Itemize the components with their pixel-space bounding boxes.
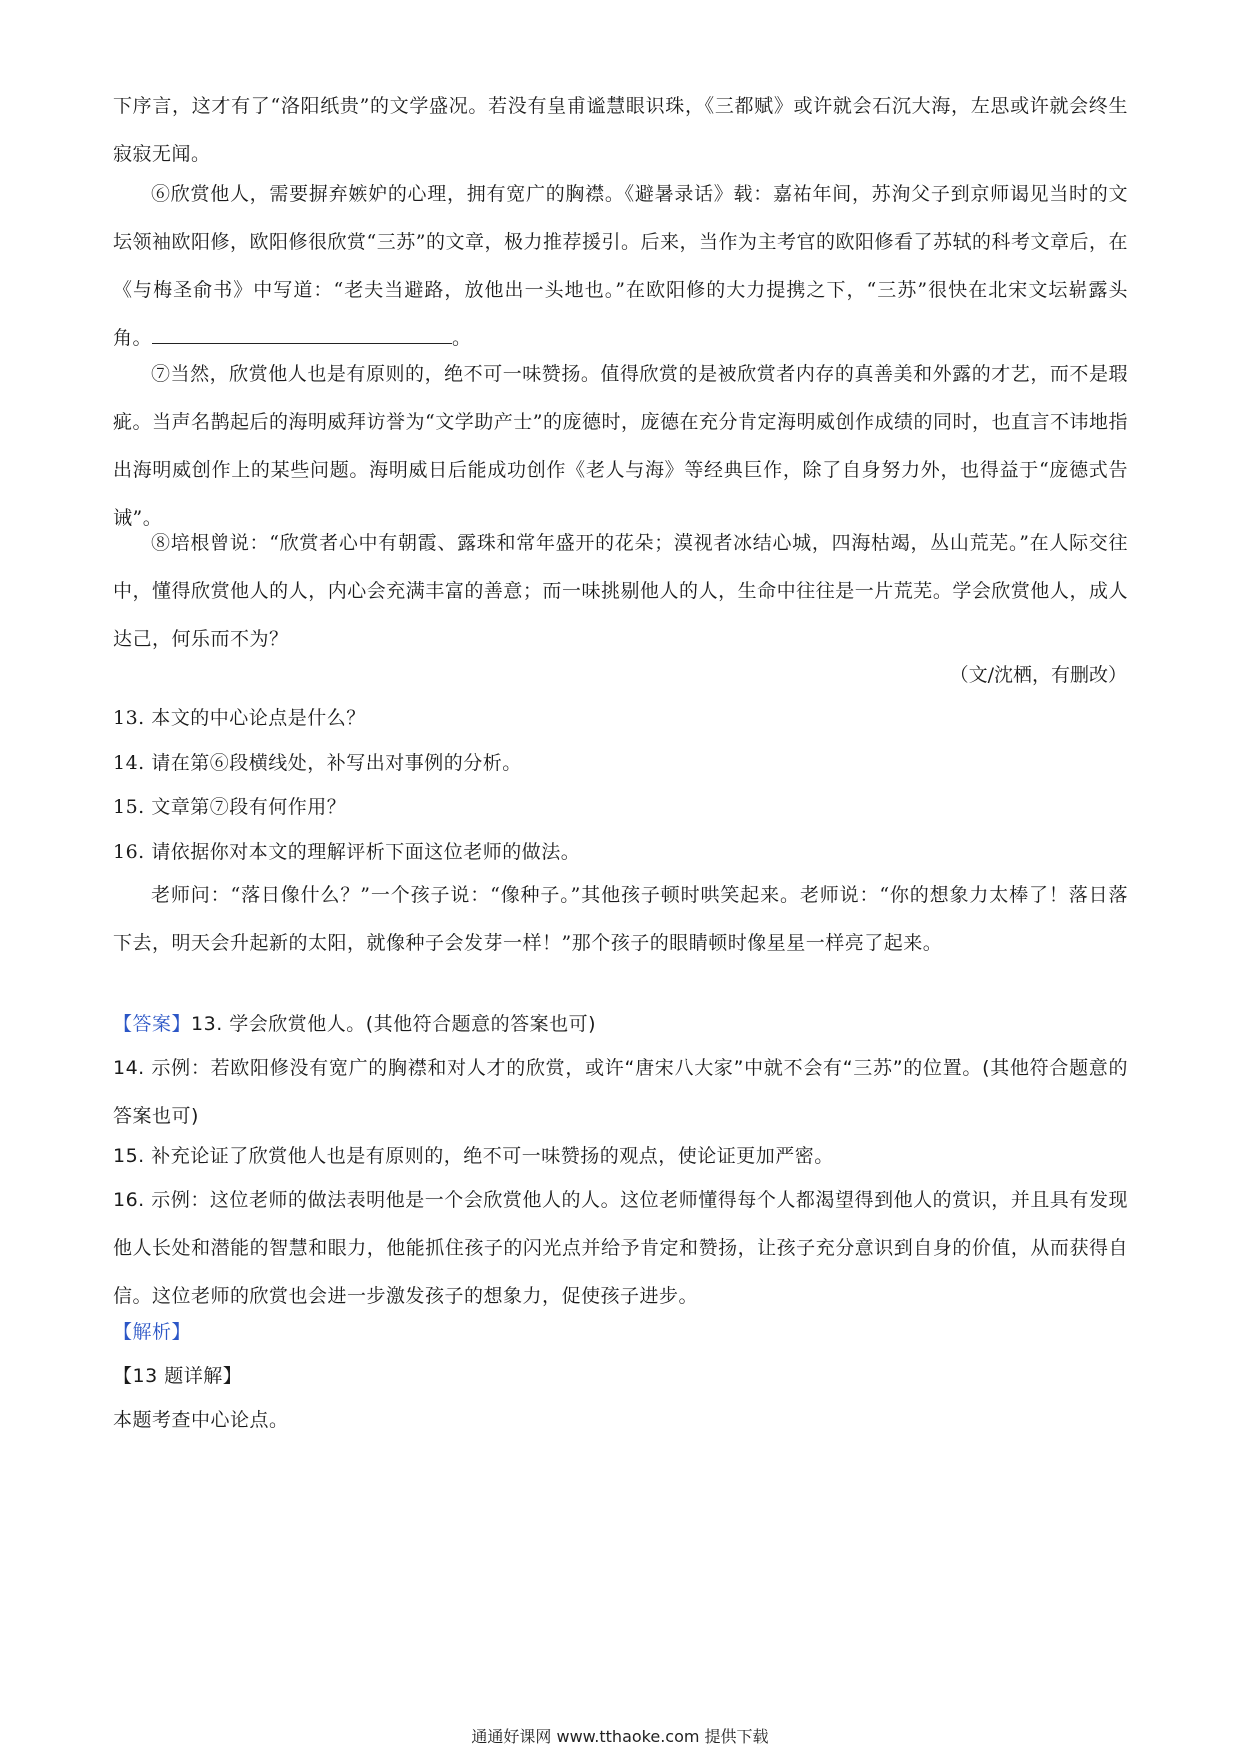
question-16-text: 16. 请依据你对本文的理解评析下面这位老师的做法。 bbox=[113, 841, 581, 863]
question-13 bbox=[113, 694, 1128, 742]
question-16-material-text: 老师问：“落日像什么？”一个孩子说：“像种子。”其他孩子顿时哄笑起来。老师说：“你的想象力太棒了！落日落下去，明天会升起新的太阳，就像种子会发芽一样！”那个孩子的眼睛顿时像星星一样亮了起来。 bbox=[113, 884, 1128, 954]
answer-14 bbox=[113, 1044, 1128, 1140]
page-footer bbox=[0, 1724, 1240, 1747]
answer-15 bbox=[113, 1132, 1128, 1180]
fill-in-blank-line bbox=[152, 325, 452, 344]
paragraph-8-text: ⑧培根曾说：“欣赏者心中有朝霞、露珠和常年盛开的花朵；漠视者冰结心城，四海枯竭，丛山荒芜。”在人际交往中，懂得欣赏他人的人，内心会充满丰富的善意；而一味挑剔他人的人，生命中往往是一片荒芜。学会欣赏他人，成人达己，何乐而不为？ bbox=[113, 532, 1128, 650]
answer-13-text: 13. 学会欣赏他人。(其他符合题意的答案也可) bbox=[191, 1013, 597, 1035]
passage-intro-text: 下序言，这才有了“洛阳纸贵”的文学盛况。若没有皇甫谧慧眼识珠，《三都赋》或许就会石沉大海，左思或许就会终生寂寂无闻。 bbox=[113, 95, 1128, 165]
answer-16-text: 16. 示例：这位老师的做法表明他是一个会欣赏他人的人。这位老师懂得每个人都渴望得到他人的赏识，并且具有发现他人长处和潜能的智慧和眼力，他能抓住孩子的闪光点并给予肯定和赞扬，让孩子充分意识到自身的价值，从而获得自信。这位老师的欣赏也会进一步激发孩子的想象力，促使孩子进步。 bbox=[113, 1189, 1128, 1307]
question-14 bbox=[113, 739, 1128, 787]
footer-text: 通通好课网 www.tthaoke.com 提供下载 bbox=[471, 1727, 769, 1746]
question-16-material bbox=[113, 871, 1128, 967]
detail-13-body bbox=[113, 1396, 1128, 1444]
paragraph-6-end: 。 bbox=[452, 327, 472, 349]
passage-paragraph-7 bbox=[113, 350, 1128, 542]
paragraph-6-text: ⑥欣赏他人，需要摒弃嫉妒的心理，拥有宽广的胸襟。《避暑录话》载：嘉祐年间，苏洵父子到京师谒见当时的文坛领袖欧阳修，欧阳修很欣赏“三苏”的文章，极力推荐援引。后来，当作为主考官的欧阳修看了苏轼的科考文章后，在《与梅圣俞书》中写道：“老夫当避路，放他出一头地也。”在欧阳修的大力提携之下，“三苏”很快在北宋文坛崭露头角。 bbox=[113, 183, 1128, 349]
question-15-text: 15. 文章第⑦段有何作用？ bbox=[113, 796, 347, 818]
answer-16 bbox=[113, 1176, 1128, 1320]
detail-13-text: 本题考查中心论点。 bbox=[113, 1409, 289, 1431]
question-13-text: 13. 本文的中心论点是什么？ bbox=[113, 707, 366, 729]
source-text: （文/沈栖，有删改） bbox=[949, 664, 1127, 686]
detail-13-label: 【13 题详解】 bbox=[113, 1365, 243, 1387]
paragraph-7-text: ⑦当然，欣赏他人也是有原则的，绝不可一味赞扬。值得欣赏的是被欣赏者内存的真善美和外露的才艺，而不是瑕疵。当声名鹊起后的海明威拜访誉为“文学助产士”的庞德时，庞德在充分肯定海明威创作成绩的同时，也直言不讳地指出海明威创作上的某些问题。海明威日后能成功创作《老人与海》等经典巨作，除了自身努力外，也得益于“庞德式告诫”。 bbox=[113, 363, 1128, 529]
passage-source bbox=[950, 651, 1127, 699]
analysis-label: 【解析】 bbox=[113, 1321, 192, 1343]
answer-label: 【答案】 bbox=[113, 1013, 192, 1035]
question-15 bbox=[113, 783, 1128, 831]
answer-15-text: 15. 补充论证了欣赏他人也是有原则的，绝不可一味赞扬的观点，使论证更加严密。 bbox=[113, 1145, 834, 1167]
answer-14-text: 14. 示例：若欧阳修没有宽广的胸襟和对人才的欣赏，或许“唐宋八大家”中就不会有“三苏”的位置。(其他符合题意的答案也可) bbox=[113, 1057, 1128, 1127]
passage-intro-paragraph bbox=[113, 82, 1128, 178]
analysis-section bbox=[113, 1308, 1128, 1356]
detail-13-heading bbox=[113, 1352, 1128, 1400]
question-16 bbox=[113, 828, 1128, 876]
answer-13 bbox=[113, 1000, 1128, 1048]
question-14-text: 14. 请在第⑥段横线处，补写出对事例的分析。 bbox=[113, 752, 522, 774]
passage-paragraph-8 bbox=[113, 519, 1128, 663]
passage-paragraph-6 bbox=[113, 170, 1128, 362]
